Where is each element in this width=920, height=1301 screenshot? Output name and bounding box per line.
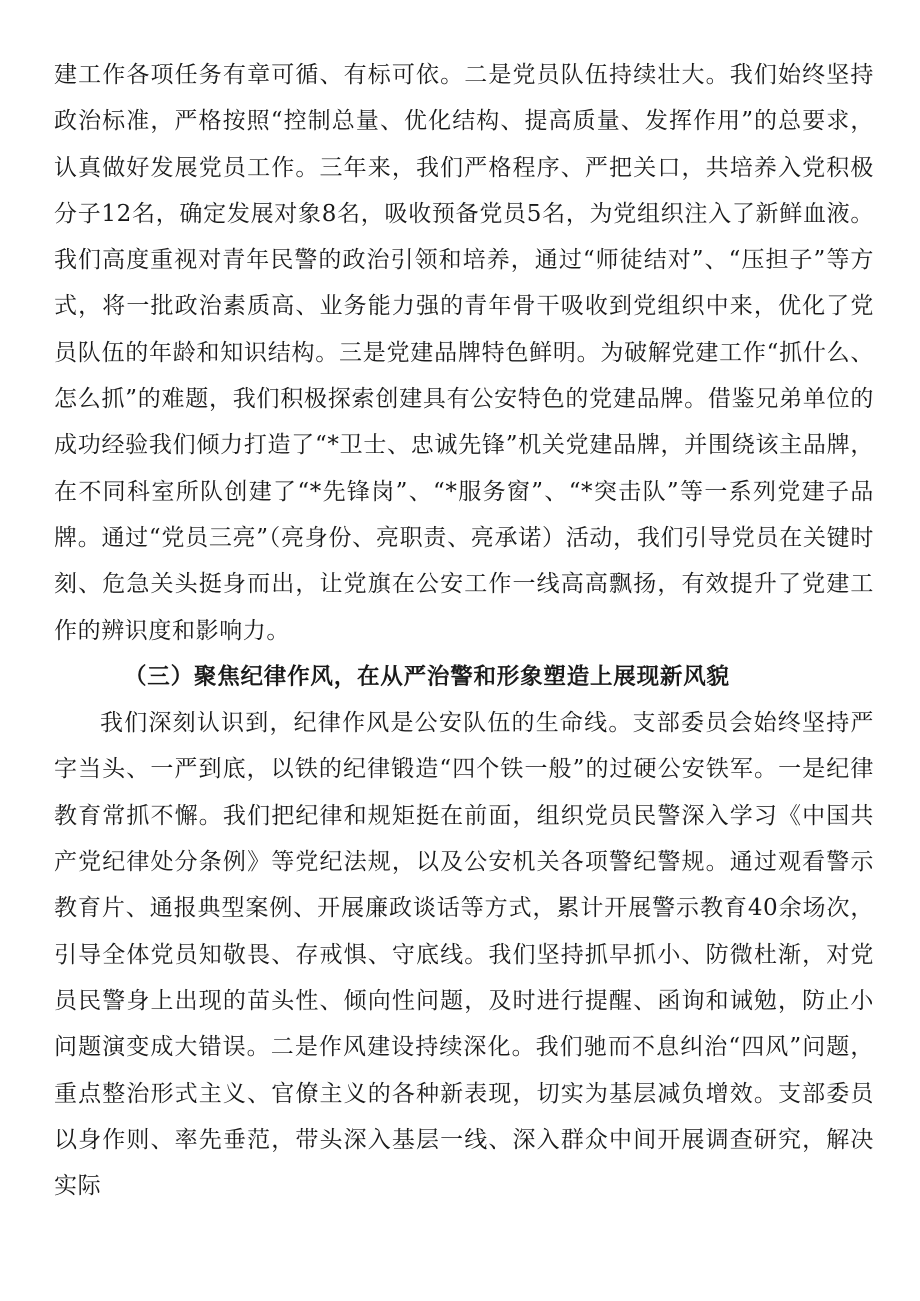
document-body	[54, 52, 874, 1209]
section-heading: （三）聚焦纪律作风，在从严治警和形象塑造上展现新风貌	[124, 663, 730, 690]
body-paragraph: 建工作各项任务有章可循、有标可依。二是党员队伍持续壮大。我们始终坚持政治标准，严格按照“控制总量、优化结构、提高质量、发挥作用”的总要求，认真做好发展党员工作。三年来，我们严格程序、严把关口，共培养入党积极分子12名，确定发展对象8名，吸收预备党员5名，为党组织注入了新鲜血液。我们高度重视对青年民警的政治引领和培养，通过“师徒结对”、“压担子”等方式，将一批政治素质高、业务能力强的青年骨干吸收到党组织中来，优化了党员队伍的年龄和知识结构。三是党建品牌特色鲜明。为破解党建工作“抓什么、怎么抓”的难题，我们积极探索创建具有公安特色的党建品牌。借鉴兄弟单位的成功经验我们倾力打造了“*卫士、忠诚先锋”机关党建品牌，并围绕该主品牌，在不同科室所队创建了“*先锋岗”、“*服务窗”、“*突击队”等一系列党建子品牌。通过“党员三亮”（亮身份、亮职责、亮承诺）活动，我们引导党员在关键时刻、危急关头挺身而出，让党旗在公安工作一线高高飘扬，有效提升了党建工作的辨识度和影响力。	[54, 62, 874, 644]
body-paragraph: 我们深刻认识到，纪律作风是公安队伍的生命线。支部委员会始终坚持严字当头、一严到底，以铁的纪律锻造“四个铁一般”的过硬公安铁军。一是纪律教育常抓不懈。我们把纪律和规矩挺在前面，组织党员民警深入学习《中国共产党纪律处分条例》等党纪法规，以及公安机关各项警纪警规。通过观看警示教育片、通报典型案例、开展廉政谈话等方式，累计开展警示教育40余场次，引导全体党员知敬畏、存戒惧、守底线。我们坚持抓早抓小、防微杜渐，对党员民警身上出现的苗头性、倾向性问题，及时进行提醒、函询和诫勉，防止小问题演变成大错误。二是作风建设持续深化。我们驰而不息纠治“四风”问题，重点整治形式主义、官僚主义的各种新表现，切实为基层减负增效。支部委员以身作则、率先垂范，带头深入基层一线、深入群众中间开展调查研究，解决实际	[54, 710, 874, 1200]
